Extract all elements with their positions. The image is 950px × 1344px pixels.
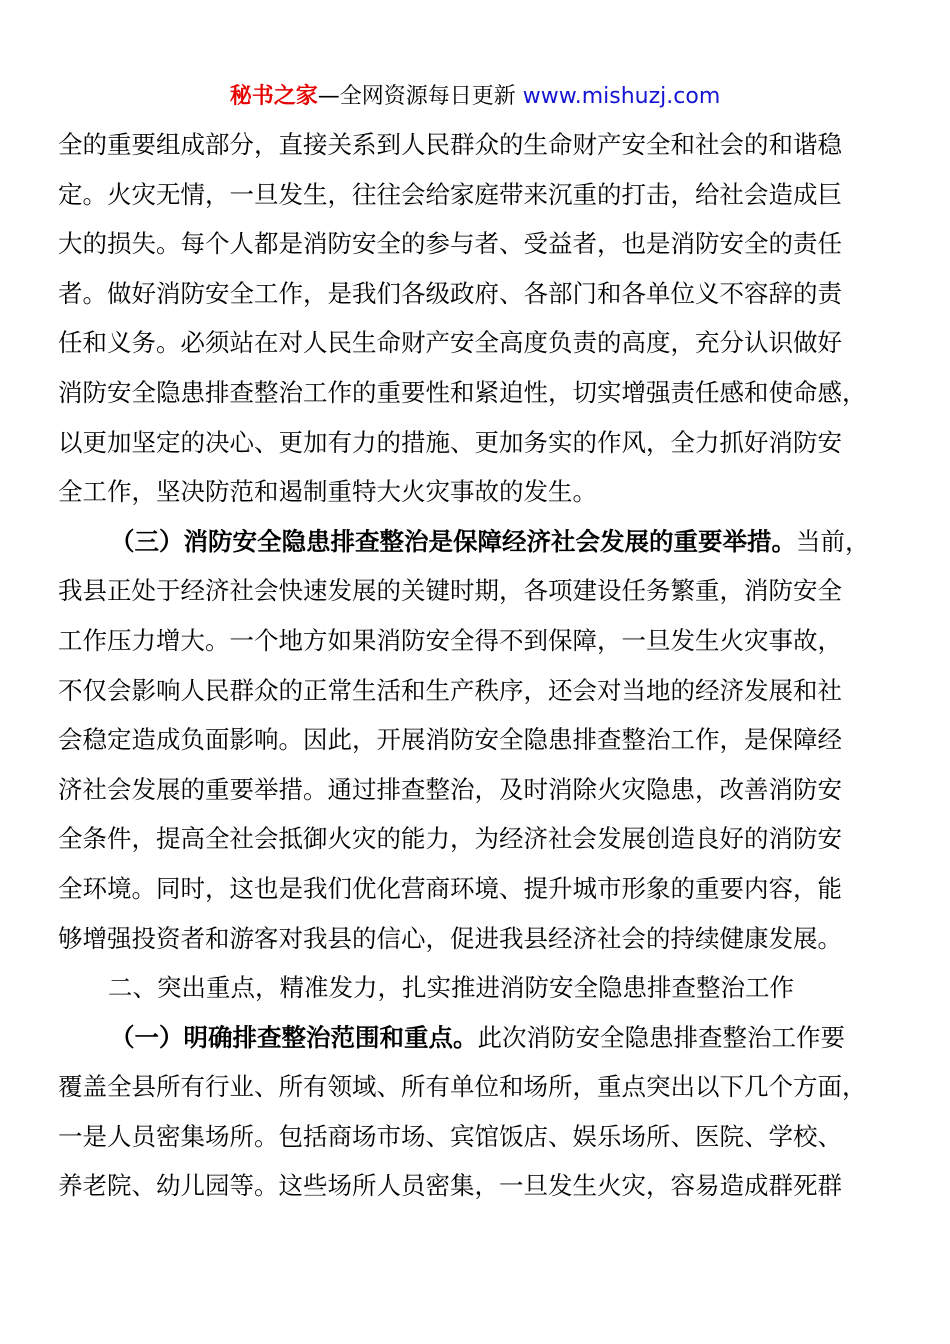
text-line: 工作压力增大。一个地方如果消防安全得不到保障，一旦发生火灾事故， (58, 625, 842, 655)
chapter-heading: 二、突出重点，精准发力，扎实推进消防安全隐患排查整治工作 (108, 973, 794, 1003)
site-brand: 秘书之家 (229, 84, 318, 109)
document-body (58, 125, 893, 1216)
site-tagline: —全网资源每日更新 (317, 84, 523, 109)
text-line: 全工作，坚决防范和遏制重特大火灾事故的发生。 (58, 477, 597, 507)
text-line: 大的损失。每个人都是消防安全的参与者、受益者，也是消防安全的责任 (58, 229, 842, 259)
text-line: 不仅会影响人民群众的正常生活和生产秩序，还会对当地的经济发展和社 (58, 675, 842, 705)
site-header (0, 80, 950, 114)
text-line: 覆盖全县所有行业、所有领域、所有单位和场所，重点突出以下几个方面， (58, 1072, 867, 1102)
text-line: 消防安全隐患排查整治工作的重要性和紧迫性，切实增强责任感和使命感， (58, 377, 867, 407)
text-line: 养老院、幼儿园等。这些场所人员密集，一旦发生火灾，容易造成群死群 (58, 1171, 842, 1201)
text-line: 者。做好消防安全工作，是我们各级政府、各部门和各单位义不容辞的责 (58, 278, 842, 308)
text-line: 一是人员密集场所。包括商场市场、宾馆饭店、娱乐场所、医院、学校、 (58, 1121, 842, 1151)
text-line: 定。火灾无情，一旦发生，往往会给家庭带来沉重的打击，给社会造成巨 (58, 179, 842, 209)
section-heading: （三）消防安全隐患排查整治是保障经济社会发展的重要举措。 (110, 526, 796, 556)
text-line: 全环境。同时，这也是我们优化营商环境、提升城市形象的重要内容，能 (58, 873, 842, 903)
section-heading: （一）明确排查整治范围和重点。 (110, 1022, 478, 1052)
site-url[interactable]: www.mishuzj.com (522, 84, 721, 109)
text-line: 会稳定造成负面影响。因此，开展消防安全隐患排查整治工作，是保障经 (58, 725, 842, 755)
section-heading-line: （一）明确排查整治范围和重点。此次消防安全隐患排查整治工作要 (110, 1022, 845, 1052)
text-line: 够增强投资者和游客对我县的信心，促进我县经济社会的持续健康发展。 (58, 923, 842, 953)
text-line: 济社会发展的重要举措。通过排查整治，及时消除火灾隐患，改善消防安 (58, 774, 842, 804)
text-line: 我县正处于经济社会快速发展的关键时期，各项建设任务繁重，消防安全 (58, 576, 842, 606)
text-line: 全的重要组成部分，直接关系到人民群众的生命财产安全和社会的和谐稳 (58, 130, 842, 159)
text-line: 以更加坚定的决心、更加有力的措施、更加务实的作风，全力抓好消防安 (58, 427, 842, 457)
section-heading-line: （三）消防安全隐患排查整治是保障经济社会发展的重要举措。当前， (110, 526, 870, 556)
text-line: 任和义务。必须站在对人民生命财产安全高度负责的高度，充分认识做好 (58, 328, 842, 358)
text-line: 全条件，提高全社会抵御火灾的能力，为经济社会发展创造良好的消防安 (58, 824, 842, 854)
